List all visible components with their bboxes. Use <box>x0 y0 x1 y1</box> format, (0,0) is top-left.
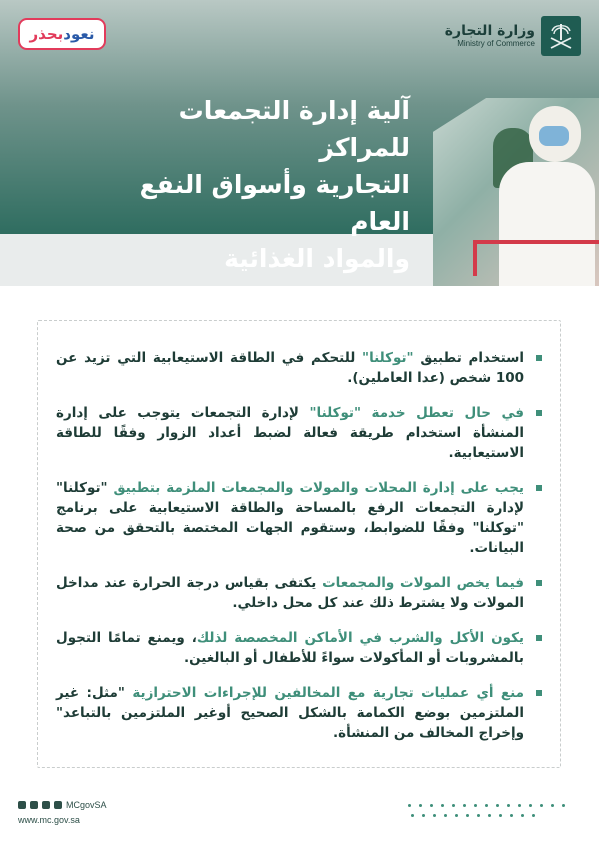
ministry-logo <box>445 16 581 56</box>
bullet-icon <box>536 690 542 696</box>
title-line: آلية إدارة التجمعات للمراكز <box>178 96 410 162</box>
page-title <box>90 92 410 277</box>
twitter-icon[interactable] <box>18 801 26 809</box>
shopper-photo <box>433 98 599 286</box>
item-highlight: في حال تعطل خدمة <box>361 405 524 421</box>
campaign-logo-main: نعود <box>63 25 95 43</box>
item-highlight: فيما يخص المولات والمجمعات <box>322 575 524 591</box>
list-item <box>56 403 542 463</box>
item-text: لإدارة التجمعات يتوجب على إدارة المنشأة استخدام طريقة فعالة لضبط أعداد الزوار وفقًا للطاقة الاستيعابية. <box>56 405 524 461</box>
item-highlight: يجب على إدارة المحلات والمولات والمجمعات الملزمة بتطبيق <box>113 480 524 496</box>
campaign-logo-accent: بحذر <box>29 25 64 43</box>
ministry-name-en: Ministry of Commerce <box>457 39 535 48</box>
list-item <box>56 683 542 743</box>
bullet-icon <box>536 485 542 491</box>
palm-swords-emblem-icon <box>541 16 581 56</box>
item-text: يكتفى بقياس درجة الحرارة عند مداخل المولات ولا يشترط ذلك عند كل محل داخلي. <box>56 575 524 611</box>
title-line: والمواد الغذائية <box>224 244 410 273</box>
item-text: ، ويمنع تمامًا التجول بالمشروبات أو المأكولات سواءً للأطفال أو البالغين. <box>56 630 524 666</box>
item-highlight: "توكلنا" <box>362 350 414 366</box>
social-links <box>18 800 107 810</box>
item-text: استخدام تطبيق <box>413 350 524 366</box>
item-text: "مثل: غير الملتزمين بوضع الكمامة بالشكل الصحيح أوغير الملتزمين بالتباعد" وإخراج المخالف من المنشأة. <box>56 685 524 741</box>
bullet-icon <box>536 355 542 361</box>
item-text: "توكلنا" لإدارة التجمعات الرفع بالمساحة والطاقة الاستيعابية على برنامج "توكلنا" وفقًا للضوابط، وستقوم الجهات المختصة بالتحقق من صحة البيانات. <box>56 480 524 556</box>
youtube-icon[interactable] <box>54 801 62 809</box>
list-item <box>56 348 542 388</box>
ministry-name-ar: وزارة التجارة <box>444 23 535 39</box>
list-item <box>56 573 542 613</box>
bullet-icon <box>536 410 542 416</box>
ministry-name <box>445 23 535 49</box>
bullet-icon <box>536 580 542 586</box>
list-item <box>56 628 542 668</box>
decorative-dots <box>390 804 565 824</box>
item-highlight: "توكلنا" <box>309 405 362 421</box>
guidelines-list <box>56 348 542 758</box>
item-text: للتحكم في الطاقة الاستيعابية التي تزيد عن 100 شخص (عدا العاملين). <box>56 350 524 386</box>
list-item <box>56 478 542 558</box>
item-highlight: منع أي عمليات تجارية مع المخالفين للإجراءات الاحترازية <box>132 685 524 701</box>
instagram-icon[interactable] <box>42 801 50 809</box>
bullet-icon <box>536 635 542 641</box>
item-highlight: يكون الأكل والشرب في الأماكن المخصصة لذلك <box>196 630 525 646</box>
title-line: التجارية وأسواق النفع العام <box>139 170 410 236</box>
facebook-icon[interactable] <box>30 801 38 809</box>
campaign-logo <box>18 18 106 50</box>
social-handle[interactable]: MCgovSA <box>66 800 107 810</box>
website-link[interactable]: www.mc.gov.sa <box>18 815 80 825</box>
